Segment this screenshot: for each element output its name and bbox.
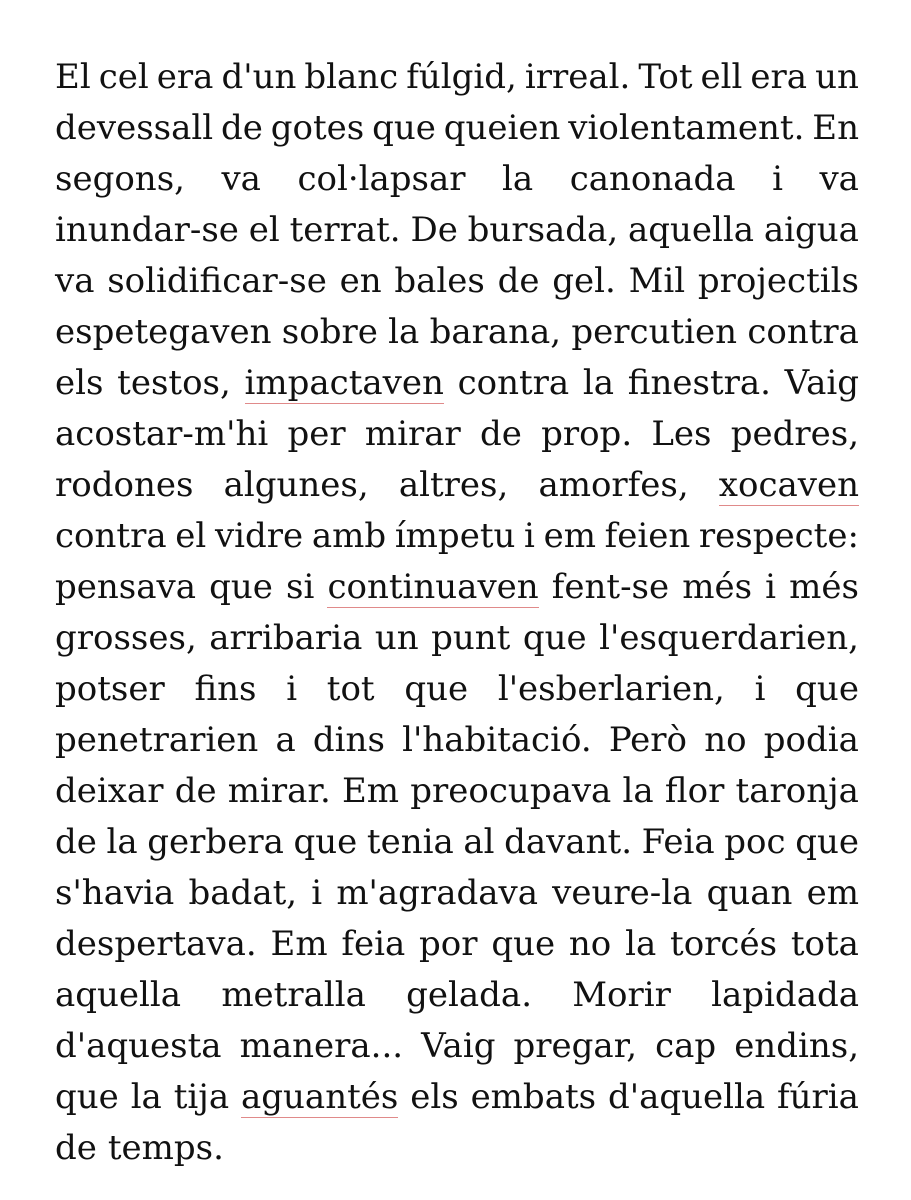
word: lapidada: [711, 975, 859, 1015]
word: al: [463, 822, 495, 862]
word: Vaig: [421, 1026, 496, 1066]
word: no: [568, 924, 612, 964]
word: pedres,: [730, 414, 859, 454]
word: el: [175, 516, 207, 556]
word: manera...: [239, 1026, 404, 1066]
word: quan: [706, 873, 793, 913]
word: l'esquerdarien,: [599, 618, 859, 658]
word: Em: [270, 924, 328, 964]
spellcheck-flagged-word: xocaven: [718, 465, 859, 505]
word: ímpetu: [394, 516, 516, 556]
word: blanc: [304, 57, 399, 97]
word: flor: [664, 771, 725, 811]
word: no: [704, 720, 747, 760]
word: que: [404, 669, 469, 709]
word: d'aquella: [607, 1077, 766, 1117]
word: prop.: [541, 414, 633, 454]
word: amb: [311, 516, 387, 556]
word: i: [311, 873, 323, 913]
word: els: [410, 1077, 459, 1117]
word: De: [410, 210, 458, 250]
text-line: [55, 868, 859, 919]
word: que: [55, 1077, 119, 1117]
word: de: [221, 108, 263, 148]
word: em: [806, 873, 859, 913]
word: un: [374, 618, 419, 658]
word: podia: [763, 720, 859, 760]
word: sobre: [281, 312, 378, 352]
text-line: [55, 409, 859, 460]
word: algunes,: [223, 465, 369, 505]
word: que: [522, 618, 587, 658]
word: que: [795, 822, 859, 862]
word: Em: [341, 771, 400, 811]
word: percutien: [571, 312, 738, 352]
word: espetegaven: [55, 312, 272, 352]
word: preocupava: [410, 771, 612, 811]
word: arribaria: [209, 618, 363, 658]
text-line: [55, 511, 859, 562]
text-line: [55, 715, 859, 766]
word: terrat.: [289, 210, 401, 250]
word: que: [795, 669, 859, 709]
word: va: [55, 261, 95, 301]
spellcheck-flagged-word: aguantés: [240, 1077, 399, 1117]
word: El: [55, 57, 91, 97]
word: a: [275, 720, 296, 760]
word: l'habitació.: [402, 720, 592, 760]
word: i: [765, 567, 777, 607]
word: era: [156, 57, 214, 97]
text-line: [55, 154, 859, 205]
text-line: [55, 52, 859, 103]
word: taronja: [735, 771, 859, 811]
word: torcés: [670, 924, 778, 964]
word: finestra.: [627, 363, 771, 403]
word: era: [750, 57, 808, 97]
word: que: [372, 108, 436, 148]
word: punt: [431, 618, 511, 658]
word: i: [524, 516, 535, 556]
word: Les: [651, 414, 712, 454]
text-line: [55, 205, 859, 256]
word: pregar,: [513, 1026, 638, 1066]
word: penetrarien: [55, 720, 259, 760]
word: despertava.: [55, 924, 257, 964]
text-line: [55, 1021, 859, 1072]
word: deixar: [55, 771, 164, 811]
word: contra: [457, 363, 570, 403]
word: altres,: [398, 465, 509, 505]
text-line: [55, 919, 859, 970]
text-line: [55, 358, 859, 409]
word: de: [497, 261, 540, 301]
word: fins: [194, 669, 257, 709]
word: amorfes,: [538, 465, 689, 505]
word: per: [287, 414, 346, 454]
text-line: [55, 460, 859, 511]
word: em: [543, 516, 596, 556]
word: la: [106, 822, 138, 862]
text-line: [55, 1072, 859, 1123]
word: dins: [312, 720, 385, 760]
word: de: [174, 771, 217, 811]
word: Vaig: [784, 363, 859, 403]
word: respecte:: [698, 516, 859, 556]
text-line: [55, 256, 859, 307]
word: fent-se: [551, 567, 670, 607]
word: violentament.: [568, 108, 805, 148]
text-line: [55, 103, 859, 154]
word: el: [248, 210, 280, 250]
word: m'agradava: [336, 873, 538, 913]
word: cap: [655, 1026, 717, 1066]
word: gelada.: [406, 975, 532, 1015]
word: davant.: [504, 822, 633, 862]
text-line: [55, 817, 859, 868]
word: pensava: [55, 567, 196, 607]
word: aquella: [627, 210, 755, 250]
word: poc: [724, 822, 786, 862]
word: va: [221, 159, 261, 199]
word: Morir: [572, 975, 671, 1015]
word: gel.: [552, 261, 616, 301]
word: tija: [173, 1077, 230, 1117]
word: ell: [700, 57, 743, 97]
word: que: [209, 567, 273, 607]
word: testos,: [117, 363, 231, 403]
word: l'esberlarien,: [497, 669, 725, 709]
word: devessall: [55, 108, 214, 148]
word: bales: [394, 261, 485, 301]
text-line: [55, 1123, 859, 1174]
word: i: [754, 669, 766, 709]
word: vidre: [214, 516, 304, 556]
word: que: [491, 924, 556, 964]
word: de: [55, 1128, 97, 1168]
word: Però: [608, 720, 688, 760]
word: canonada: [569, 159, 736, 199]
word: temps.: [107, 1128, 224, 1168]
text-line: [55, 613, 859, 664]
word: d'aquesta: [55, 1026, 222, 1066]
word: la: [130, 1077, 162, 1117]
document-page: [55, 52, 859, 1174]
word: més: [682, 567, 753, 607]
spellcheck-flagged-word: continuaven: [327, 567, 539, 607]
word: mirar: [364, 414, 461, 454]
word: fúria: [777, 1077, 859, 1117]
word: de: [55, 822, 97, 862]
word: badat,: [188, 873, 298, 913]
word: s'havia: [55, 873, 175, 913]
word: irreal.: [524, 57, 631, 97]
word: contra: [55, 516, 167, 556]
word: barana,: [429, 312, 562, 352]
text-line: [55, 766, 859, 817]
word: veure-la: [552, 873, 693, 913]
word: la: [582, 363, 615, 403]
word: tota: [790, 924, 859, 964]
word: bursada,: [467, 210, 619, 250]
word: potser: [55, 669, 165, 709]
word: tenia: [366, 822, 454, 862]
text-line: [55, 664, 859, 715]
word: gotes: [270, 108, 365, 148]
word: la: [502, 159, 534, 199]
word: d'un: [221, 57, 297, 97]
word: i: [772, 159, 783, 199]
word: cel: [98, 57, 149, 97]
word: rodones: [55, 465, 194, 505]
word: de: [479, 414, 522, 454]
word: aigua: [763, 210, 859, 250]
word: col·lapsar: [297, 159, 466, 199]
word: Tot: [638, 57, 693, 97]
word: un: [815, 57, 859, 97]
word: por: [419, 924, 478, 964]
word: feien: [604, 516, 691, 556]
word: els: [55, 363, 104, 403]
word: la: [388, 312, 420, 352]
word: gerbera: [147, 822, 284, 862]
word: si: [286, 567, 315, 607]
word: segons,: [55, 159, 185, 199]
word: més: [789, 567, 859, 607]
word: en: [339, 261, 382, 301]
word: Feia: [641, 822, 715, 862]
text-line: [55, 307, 859, 358]
word: metralla: [221, 975, 366, 1015]
word: En: [812, 108, 859, 148]
word: Mil: [628, 261, 686, 301]
word: la: [622, 771, 654, 811]
word: projectils: [697, 261, 859, 301]
word: inundar-se: [55, 210, 239, 250]
text-line: [55, 562, 859, 613]
word: aquella: [55, 975, 182, 1015]
word: solidificar-se: [107, 261, 327, 301]
word: tot: [326, 669, 375, 709]
word: la: [625, 924, 657, 964]
word: va: [819, 159, 859, 199]
word: i: [286, 669, 298, 709]
word: mirar.: [227, 771, 331, 811]
word: embats: [470, 1077, 597, 1117]
word: feia: [341, 924, 406, 964]
word: que: [293, 822, 358, 862]
word: contra: [747, 312, 859, 352]
spellcheck-flagged-word: impactaven: [244, 363, 444, 403]
text-line: [55, 970, 859, 1021]
word: acostar-m'hi: [55, 414, 269, 454]
word: grosses,: [55, 618, 197, 658]
word: fúlgid,: [406, 57, 517, 97]
word: queien: [443, 108, 561, 148]
word: endins,: [734, 1026, 859, 1066]
